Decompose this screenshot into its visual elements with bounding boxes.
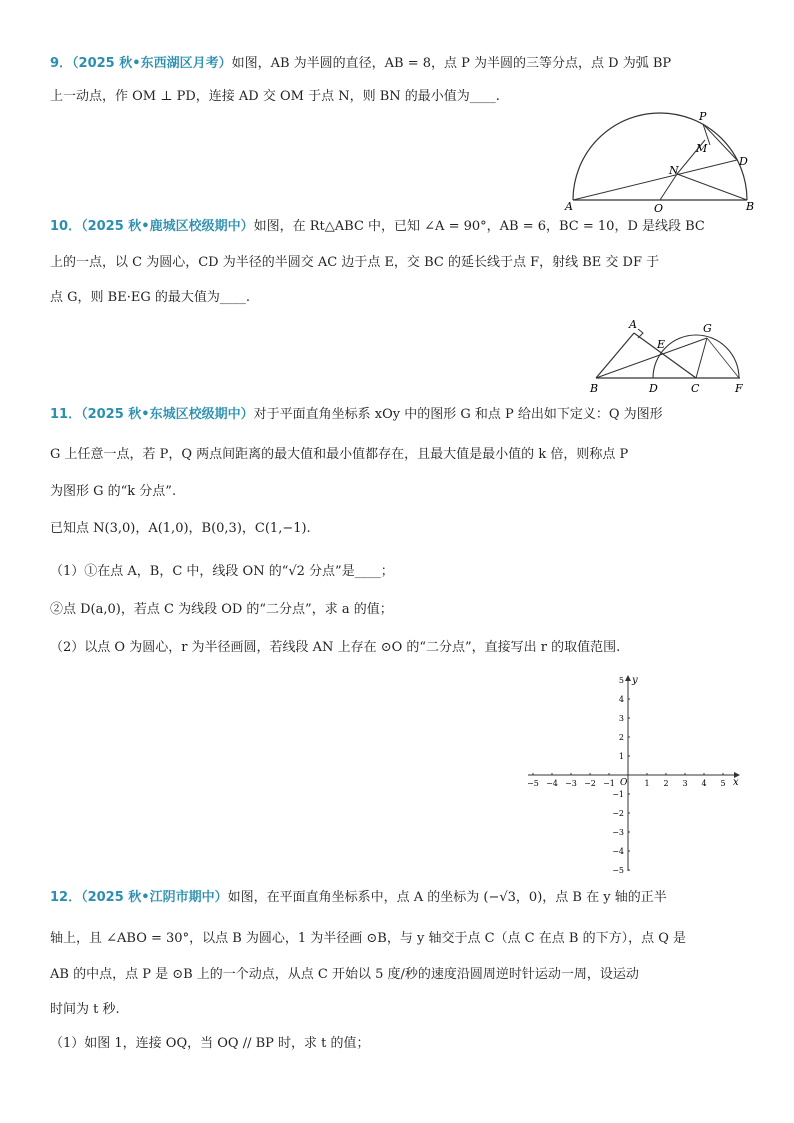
q9-label-o: O [654, 202, 664, 215]
q10-source: （2025 秋•鹿城区校级期中） [81, 219, 254, 234]
q11-axis-y-label: y [632, 675, 638, 686]
q11-axis-origin: O [620, 778, 628, 788]
q11-part2-text: （2）以点 O 为圆心，r 为半径画圆，若线段 AN 上存在 ⊙O 的“二分点”，直接写出 r 的取值范围. [50, 640, 621, 655]
q12-part1 [50, 1035, 370, 1053]
q11-number: 11． [50, 407, 82, 422]
q10-text-2: 上的一点，以 C 为圆心，CD 为半径的半圆交 AC 边于点 E，交 BC 的延长线于点 F，射线 BE 交 DF 于 [50, 255, 660, 270]
q10-label-c: C [691, 382, 700, 395]
q12-line1 [50, 889, 667, 907]
q10-label-a: A [629, 318, 637, 331]
q10-label-d: D [649, 382, 658, 395]
x-tick-label: −1 [603, 779, 615, 788]
q11-line2 [50, 446, 628, 464]
q9-line1 [50, 55, 671, 73]
q12-source: （2025 秋•江阴市期中） [81, 890, 228, 905]
q11-axis-x-label: x [733, 777, 739, 788]
y-tick-label: −2 [612, 809, 624, 818]
q11-part1a [50, 563, 394, 581]
q11-part1b-text: ②点 D(a,0)，若点 C 为线段 OD 的“二分点”，求 a 的值； [50, 602, 393, 617]
q9-label-m: M [696, 142, 708, 155]
q10-label-e: E [657, 338, 666, 351]
x-tick-label: 3 [682, 779, 688, 788]
q9-label-b: B [746, 200, 755, 213]
q11-source: （2025 秋•东城区校级期中） [81, 407, 254, 422]
q11-text-2: G 上任意一点，若 P，Q 两点间距离的最大值和最小值都存在，且最大值是最小值的 k 倍，则称点 P [50, 447, 629, 462]
q12-number: 12． [50, 890, 82, 905]
y-tick-label: 2 [618, 733, 624, 742]
q11-line1 [50, 406, 663, 424]
q12-line3 [50, 966, 639, 984]
q11-part2 [50, 639, 620, 657]
x-tick-label: −3 [565, 779, 577, 788]
q10-text-3: 点 G，则 BE·EG 的最大值为____. [50, 290, 250, 305]
q9-source: （2025 秋•东西湖区月考） [72, 56, 232, 71]
y-tick-label: −4 [612, 847, 624, 856]
q10-number: 10． [50, 219, 82, 234]
q11-part1a-text: （1）①在点 A，B，C 中，线段 ON 的“√2 分点”是____； [50, 564, 394, 579]
y-tick-label: 1 [618, 752, 624, 761]
q11-text-3: 为图形 G 的“k 分点”. [50, 484, 177, 499]
q11-line4 [50, 520, 311, 538]
y-tick-label: 4 [618, 695, 624, 704]
q10-label-g: G [703, 322, 712, 335]
q11-part1b [50, 601, 393, 619]
y-tick-label: −5 [612, 866, 624, 875]
q11-coordinate-grid [522, 673, 742, 878]
q9-text-1: 如图，AB 为半圆的直径，AB = 8，点 P 为半圆的三等分点，点 D 为弧 BP [231, 56, 672, 71]
q12-text-4: 时间为 t 秒. [50, 1002, 120, 1017]
q10-figure [590, 318, 750, 398]
x-tick-label: −4 [546, 779, 558, 788]
q12-line2 [50, 930, 686, 948]
q12-line4 [50, 1001, 120, 1019]
q9-line2 [50, 88, 500, 106]
q10-line1 [50, 218, 705, 236]
x-tick-label: 4 [701, 779, 707, 788]
q11-text-4: 已知点 N(3,0)，A(1,0)，B(0,3)，C(1,−1). [50, 521, 311, 536]
y-tick-label: 5 [618, 676, 624, 685]
q9-label-a: A [565, 200, 573, 213]
q9-label-n: N [669, 164, 679, 177]
q11-text-1: 对于平面直角坐标系 xOy 中的图形 G 和点 P 给出如下定义：Q 为图形 [253, 407, 663, 422]
x-tick-label: 2 [663, 779, 669, 788]
q9-label-d: D [739, 155, 748, 168]
q9-number: 9． [50, 56, 73, 71]
q10-label-b: B [590, 382, 599, 395]
q12-part1-text: （1）如图 1，连接 OQ，当 OQ // BP 时，求 t 的值； [50, 1036, 370, 1051]
y-tick-label: 3 [618, 714, 624, 723]
q9-label-p: P [699, 110, 707, 123]
q11-line3 [50, 483, 176, 501]
q12-text-3: AB 的中点，点 P 是 ⊙B 上的一个动点，从点 C 开始以 5 度/秒的速度沿圆周逆时针运动一周，设运动 [50, 967, 639, 982]
x-tick-label: −2 [584, 779, 596, 788]
q12-text-2: 轴上，且 ∠ABO = 30°，以点 B 为圆心，1 为半径画 ⊙B，与 y 轴交于点 C（点 C 在点 B 的下方），点 Q 是 [50, 931, 687, 946]
y-tick-label: −1 [612, 790, 624, 799]
q10-line3 [50, 289, 250, 307]
q10-line2 [50, 254, 659, 272]
x-tick-label: 5 [720, 779, 726, 788]
q12-text-1: 如图，在平面直角坐标系中，点 A 的坐标为 (−√3，0)，点 B 在 y 轴的正半 [227, 890, 667, 905]
x-tick-label: 1 [644, 779, 650, 788]
x-tick-label: −5 [527, 779, 539, 788]
q10-label-f: F [735, 382, 743, 395]
q9-text-2: 上一动点，作 OM ⊥ PD，连接 AD 交 OM 于点 N，则 BN 的最小值为____. [50, 89, 500, 104]
y-tick-label: −3 [612, 828, 624, 837]
q9-figure [565, 110, 755, 215]
q10-text-1: 如图，在 Rt△ABC 中，已知 ∠A = 90°，AB = 6，BC = 10，D 是线段 BC [253, 219, 705, 234]
